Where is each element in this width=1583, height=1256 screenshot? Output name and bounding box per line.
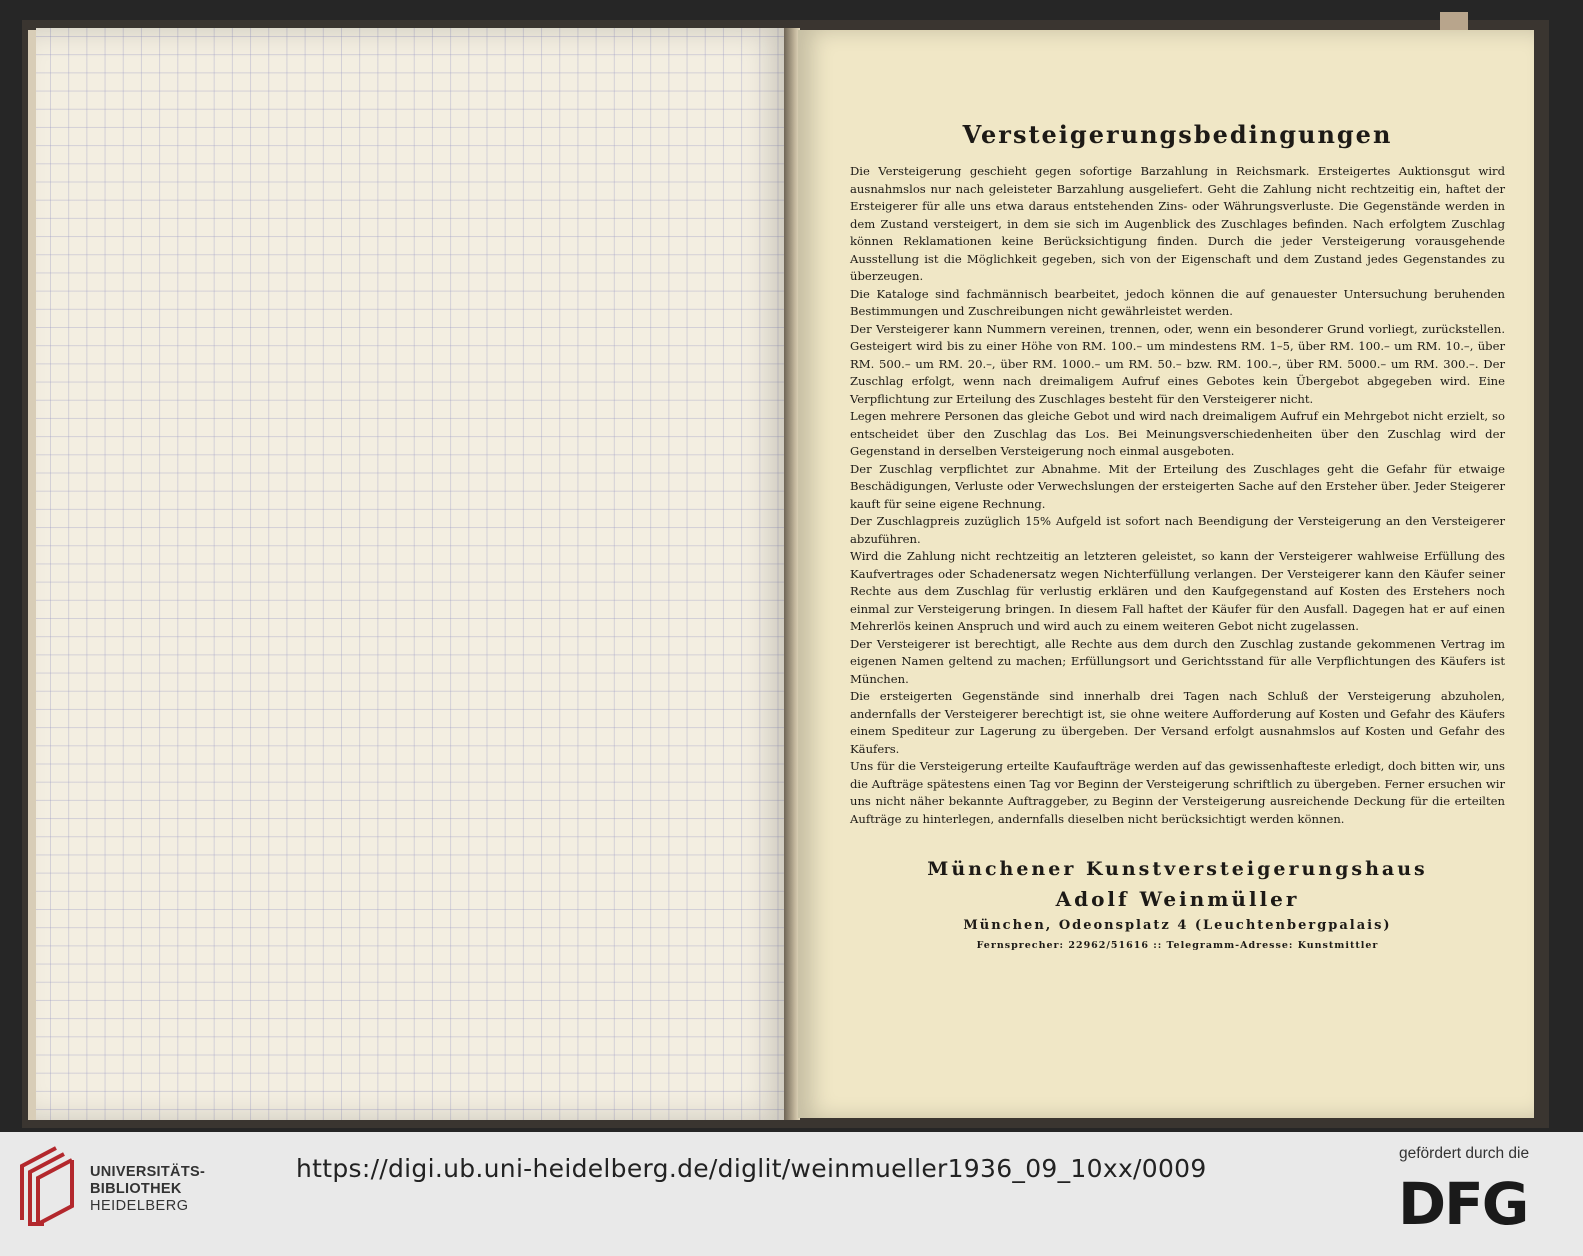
terms-paragraph: Der Zuschlag verpflichtet zur Abnahme. Mit der Erteilung des Zuschlages geht die Gefahr für etwaige Beschädigungen, Verluste oder Verwechslungen der ersteigerten Sache auf den Ersteher über. Jeder Steigerer kauft für seine eigene Rechnung. xyxy=(850,461,1505,511)
university-library-logo-icon[interactable] xyxy=(16,1142,78,1226)
signature-block xyxy=(850,854,1505,954)
dfg-logo[interactable]: DFG xyxy=(1398,1170,1528,1238)
university-name-line1: UNIVERSITÄTS- xyxy=(90,1164,206,1180)
terms-paragraph: Die Versteigerung geschieht gegen sofortige Barzahlung in Reichsmark. Ersteigertes Auktionsgut wird ausnahmslos nur nach geleisteter Barzahlung ausgeliefert. Geht die Zahlung nicht rechtzeitig ein, haftet der Ersteigerer für alle uns etwa daraus entstehenden Zins- oder Währungsverluste. Die Gegenstände werden in dem Zustand versteigert, in dem sie sich im Augenblick des Zuschlages befinden. Nach erfolgtem Zuschlag können Reklamationen keine Berücksichtigung finden. Durch die jeder Versteigerung vorausgehende Ausstellung ist die Möglichkeit gegeben, sich von der Eigenschaft und dem Zustand jedes Gegenstandes zu überzeugen. xyxy=(850,164,1505,283)
terms-paragraph: Legen mehrere Personen das gleiche Gebot und wird nach dreimaligem Aufruf ein Mehrgebot nicht erzielt, so entscheidet über den Zuschlag das Los. Bei Meinungsverschiedenheiten über den Zuschlag wird der Gegenstand in derselben Versteigerung noch einmal ausgeboten. xyxy=(850,409,1505,458)
auction-contact: Fernsprecher: 22962/51616 :: Telegramm-Adresse: Kunstmittler xyxy=(976,940,1379,951)
auction-house-name: Münchener Kunstversteigerungshaus xyxy=(927,858,1428,880)
terms-paragraph: Der Versteigerer kann Nummern vereinen, trennen, oder, wenn ein besonderer Grund vorliegt, zurückstellen. Gesteigert wird bis zu einer Höhe von RM. 100.– um mindestens RM. 1–5, über RM. 100.– um RM. 10.–, über RM. 500.– um RM. 20.–, über RM. 1000.– um RM. 50.– bzw. RM. 100.–, über RM. 5000.– um RM. 300.–. Der Zuschlag erfolgt, wenn nach dreimaligem Aufruf eines Gebotes kein Übergebot abgegeben wird. Eine Verpflichtung zur Erteilung des Zuschlages besteht für den Versteigerer nicht. xyxy=(850,321,1505,406)
funding-caption: gefördert durch die xyxy=(1399,1145,1530,1162)
terms-paragraph: Die Kataloge sind fachmännisch bearbeitet, jedoch können die auf genauester Untersuchung beruhenden Bestimmungen und Zuschreibungen nicht gewährleistet werden. xyxy=(850,286,1505,318)
university-library-name[interactable] xyxy=(90,1164,205,1215)
page-title: Versteigerungsbedingungen xyxy=(962,120,1393,149)
terms-paragraph: Uns für die Versteigerung erteilte Kaufaufträge werden auf das gewissenhafteste erledigt, doch bitten wir, uns die Aufträge spätestens einen Tag vor Beginn der Versteigerung schriftlich zu übergeben. Ferner ersuchen wir uns nicht näher bekannte Auftraggeber, zu Beginn der Versteigerung ausreichende Deckung für die erteilten Aufträge zu hinterlegen, andernfalls dieselben nicht berücksichtigt werden können. xyxy=(850,759,1505,826)
footer-bar xyxy=(0,1132,1583,1256)
auction-address: München, Odeonsplatz 4 (Leuchtenbergpalais) xyxy=(963,918,1392,933)
terms-page xyxy=(798,30,1534,1118)
terms-content xyxy=(850,120,1505,954)
permalink-url[interactable]: https://digi.ub.uni-heidelberg.de/diglit/weinmueller1936_09_10xx/0009 xyxy=(296,1154,1207,1183)
terms-paragraph: Der Zuschlagpreis zuzüglich 15% Aufgeld ist sofort nach Beendigung der Versteigerung an den Versteigerer abzuführen. xyxy=(850,514,1505,546)
terms-text xyxy=(850,163,1505,828)
grid-paper-page xyxy=(36,28,792,1120)
auctioneer-name: Adolf Weinmüller xyxy=(1055,887,1300,911)
terms-paragraph: Die ersteigerten Gegenstände sind innerhalb drei Tagen nach Schluß der Versteigerung abzuholen, andernfalls der Versteigerer berechtigt ist, sie ohne weitere Aufforderung auf Kosten und Gefahr des Käufers einem Spediteur zur Lagerung zu übergeben. Der Versand erfolgt ausnahmslos auf Kosten und Gefahr des Käufers. xyxy=(850,689,1505,756)
terms-paragraph: Wird die Zahlung nicht rechtzeitig an letzteren geleistet, so kann der Versteigerer wahlweise Erfüllung des Kaufvertrages oder Schadenersatz wegen Nichterfüllung verlangen. Der Versteigerer kann den Käufer seiner Rechte aus dem Zuschlag für verlustig erklären und den Kaufgegenstand auf Kosten des Erstehers noch einmal zur Versteigerung bringen. In diesem Fall haftet der Käufer für den Ausfall. Dagegen hat er auf einen Mehrerlös keinen Anspruch und wird auch zu einem weiteren Gebot nicht zugelassen. xyxy=(850,549,1505,633)
university-name-line3: HEIDELBERG xyxy=(90,1198,189,1214)
terms-paragraph: Der Versteigerer ist berechtigt, alle Rechte aus dem durch den Zuschlag zustande gekommenen Vertrag im eigenen Namen geltend zu machen; Erfüllungsort und Gerichtsstand für alle Verpflichtungen des Käufers ist München. xyxy=(850,636,1505,686)
university-name-line2: BIBLIOTHEK xyxy=(90,1181,182,1197)
